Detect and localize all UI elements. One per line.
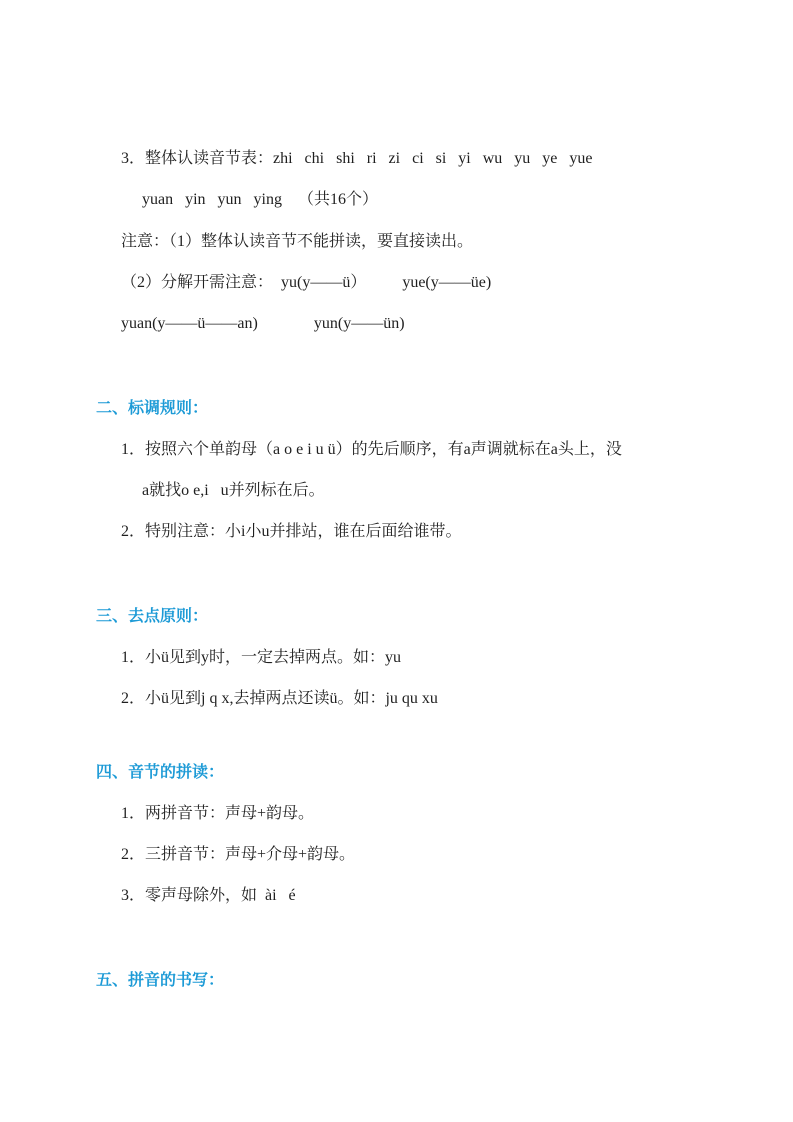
spelling-rule-2: 2．三拼音节：声母+介母+韵母。 bbox=[121, 846, 356, 863]
tone-rule-1-line-1: 1．按照六个单韵母（a o e i u ü）的先后顺序，有a声调就标在a头上，没 bbox=[121, 441, 622, 458]
dot-rule-2: 2．小ü见到j q x,去掉两点还读ü。如：ju qu xu bbox=[121, 690, 438, 707]
dot-rule-1: 1．小ü见到y时，一定去掉两点。如：yu bbox=[121, 649, 402, 666]
note-line-1: 注意：（1）整体认读音节不能拼读，要直接读出。 bbox=[121, 233, 474, 250]
section-heading-tone-rules: 二、标调规则： bbox=[96, 398, 209, 417]
section-heading-syllable-spelling: 四、音节的拼读： bbox=[96, 762, 225, 781]
spelling-rule-3: 3．零声母除外，如 ài é bbox=[121, 887, 296, 904]
tone-rule-2: 2．特别注意：小i小u并排站，谁在后面给谁带。 bbox=[121, 523, 462, 540]
note-line-2: （2）分解开需注意： yu(y——ü） yue(y——üe) bbox=[121, 274, 492, 291]
section-heading-pinyin-writing: 五、拼音的书写： bbox=[96, 970, 225, 989]
spelling-rule-1: 1．两拼音节：声母+韵母。 bbox=[121, 805, 315, 822]
whole-syllable-table-line-1: 3．整体认读音节表：zhi chi shi ri zi ci si yi wu yu ye yue bbox=[121, 150, 593, 167]
section-heading-dot-removal: 三、去点原则： bbox=[96, 606, 209, 625]
whole-syllable-table-line-2: yuan yin yun ying （共16个） bbox=[142, 191, 378, 208]
tone-rule-1-line-2: a就找o e,i u并列标在后。 bbox=[142, 482, 325, 499]
note-line-3: yuan(y——ü——an) yun(y——ün) bbox=[121, 315, 405, 332]
